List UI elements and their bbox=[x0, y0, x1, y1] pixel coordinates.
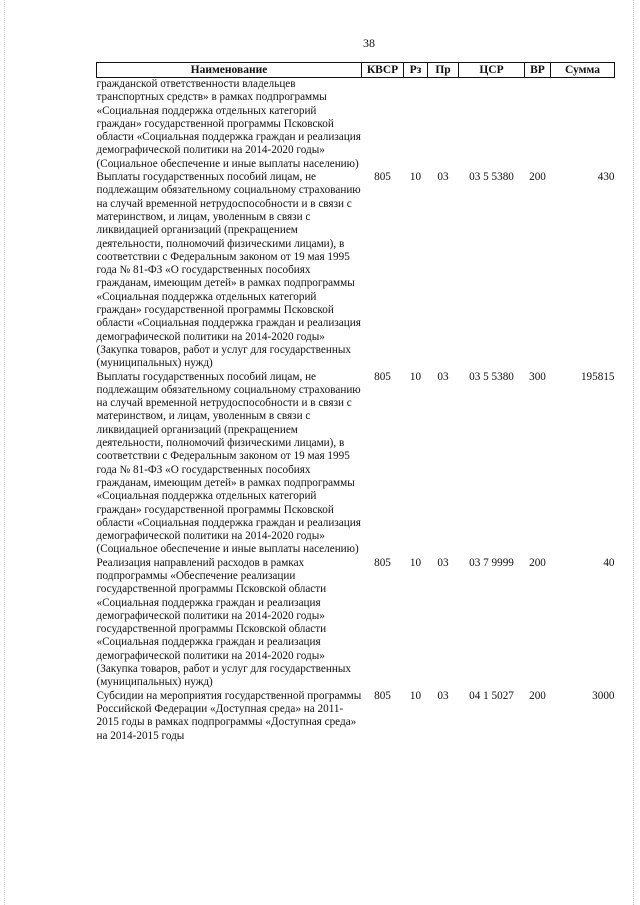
row-csr-cell: 03 5 5380 bbox=[469, 171, 514, 184]
table-row bbox=[97, 371, 615, 557]
row-amount-cell: 40 bbox=[603, 556, 615, 569]
row-vr-cell: 200 bbox=[529, 171, 546, 184]
row-pr-cell: 03 bbox=[437, 556, 449, 569]
header-name: Наименование bbox=[97, 63, 362, 78]
row-pr-cell bbox=[428, 78, 459, 172]
row-rz-cell: 10 bbox=[409, 171, 422, 184]
row-kvsr-cell: 805 bbox=[374, 689, 391, 702]
row-rz-cell: 10 bbox=[409, 556, 422, 569]
row-name-cell: Реализация направлений расходов в рамках подпрограммы «Обеспечение реализации государственной программы Псковской области «Социальная поддержка граждан и реализация демографической политики на 2014-2020 годы» государственной программы Псковской области «Социальная поддержка граждан и реализация демографической политики на 2014-2020 годы» (Закупка товаров, работ и услуг для государственных (муниципальных) нужд) bbox=[96, 556, 351, 689]
scan-edge-right bbox=[632, 0, 634, 905]
row-vr-cell: 200 bbox=[529, 556, 546, 569]
scan-edge-left bbox=[4, 0, 6, 905]
table-header-row bbox=[97, 63, 615, 78]
row-amount-cell: 3000 bbox=[592, 689, 615, 702]
row-amount-cell: 430 bbox=[597, 171, 615, 184]
header-csr: ЦСР bbox=[459, 63, 525, 78]
row-vr-cell bbox=[525, 78, 551, 172]
budget-table bbox=[96, 62, 615, 743]
table-row bbox=[97, 78, 615, 172]
row-rz-cell: 10 bbox=[409, 370, 422, 383]
row-rz-cell bbox=[404, 78, 428, 172]
row-name-cell: Выплаты государственных пособий лицам, не подлежащим обязательному социальному страхованию на случай временной нетрудоспособности и в связи с материнством, и лицам, уволенным в связи с ликвидацией организаций (прекращением деятельности, полномочий физическими лицами), в соответствии с Федеральным законом от 19 мая 1995 года № 81-ФЗ «О государственных пособиях гражданам, имеющим детей» в рамках подпрограммы «Социальная поддержка отдельных категорий граждан» государственной программы Псковской области «Социальная поддержка граждан и реализация демографической политики на 2014-2020 годы» (Социальное обеспечение и иные выплаты населению) bbox=[96, 370, 361, 556]
row-pr-cell: 03 bbox=[437, 689, 449, 702]
header-rz: Рз bbox=[404, 63, 428, 78]
row-pr-cell: 03 bbox=[437, 171, 449, 184]
row-name-cell: Субсидии на мероприятия государственной программы Российской Федерации «Доступная среда» на 2011-2015 годы в рамках подпрограммы «Доступная среда» на 2014-2015 годы bbox=[96, 689, 362, 742]
row-csr-cell bbox=[459, 78, 525, 172]
table-row bbox=[97, 690, 615, 743]
row-name-cell: Выплаты государственных пособий лицам, не подлежащим обязательному социальному страхованию на случай временной нетрудоспособности и в связи с материнством, и лицам, уволенным в связи с ликвидацией организаций (прекращением деятельности, полномочий физическими лицами), в соответствии с Федеральным законом от 19 мая 1995 года № 81-ФЗ «О государственных пособиях гражданам, имеющим детей» в рамках подпрограммы «Социальная поддержка отдельных категорий граждан» государственной программы Псковской области «Социальная поддержка граждан и реализация демографической политики на 2014-2020 годы» (Закупка товаров, работ и услуг для государственных (муниципальных) нужд) bbox=[96, 171, 361, 370]
row-vr-cell: 200 bbox=[529, 689, 546, 702]
row-amount-cell bbox=[551, 78, 615, 172]
row-rz-cell: 10 bbox=[409, 689, 422, 702]
page-number: 38 bbox=[363, 36, 375, 50]
row-kvsr-cell bbox=[362, 78, 404, 172]
row-kvsr-cell: 805 bbox=[374, 370, 391, 383]
row-kvsr-cell: 805 bbox=[374, 171, 391, 184]
table-row bbox=[97, 557, 615, 690]
row-kvsr-cell: 805 bbox=[374, 556, 391, 569]
row-amount-cell: 195815 bbox=[580, 370, 615, 383]
header-vr: ВР bbox=[525, 63, 551, 78]
row-name-cell: гражданской ответственности владельцев транспортных средств» в рамках подпрограммы «Социальная поддержка отдельных категорий граждан» государственной программы Псковской области «Социальная поддержка граждан и реализация демографической политики на 2014-2020 годы» (Социальное обеспечение и иные выплаты населению) bbox=[96, 78, 361, 170]
header-pr: Пр bbox=[428, 63, 459, 78]
row-csr-cell: 03 5 5380 bbox=[469, 370, 514, 383]
header-amount: Сумма bbox=[551, 63, 615, 78]
header-kvsr: КВСР bbox=[362, 63, 404, 78]
table-row bbox=[97, 171, 615, 370]
row-pr-cell: 03 bbox=[437, 370, 449, 383]
row-vr-cell: 300 bbox=[529, 370, 546, 383]
row-csr-cell: 03 7 9999 bbox=[469, 556, 514, 569]
row-csr-cell: 04 1 5027 bbox=[469, 689, 514, 702]
